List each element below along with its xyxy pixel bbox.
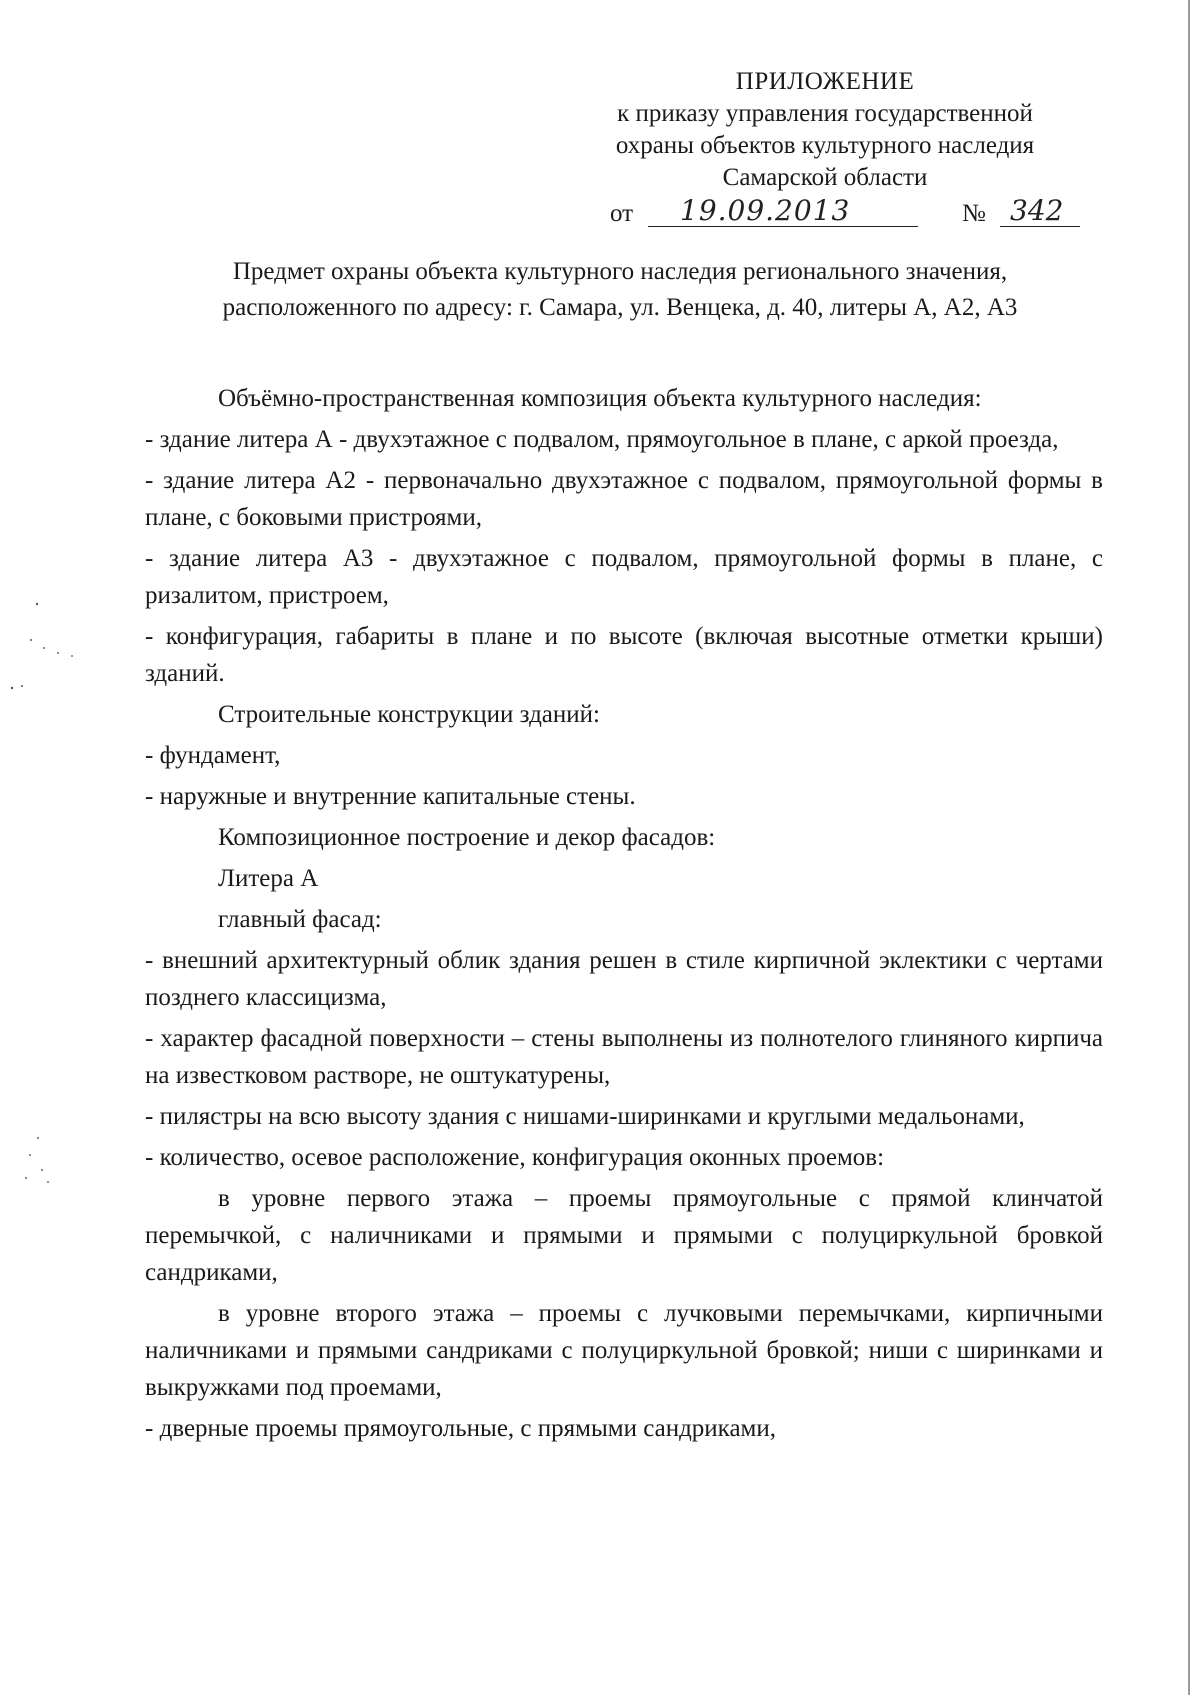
paragraph: - внешний архитектурный облик здания решен в стиле кирпичной эклектики с чертами позднего классицизма, [145,947,1103,1011]
paragraph: - здание литера А - двухэтажное с подвалом, прямоугольное в плане, с аркой проезда, [145,426,1059,453]
paragraph: - здание литера А2 - первоначально двухэтажное с подвалом, прямоугольной формы в плане, с боковыми пристроями, [145,467,1103,531]
annex-header [560,66,1090,194]
paragraph: Строительные конструкции зданий: [218,701,600,728]
annex-line-department: охраны объектов культурного наследия [615,132,1035,159]
order-date-number-line [610,196,1080,236]
document-subject [140,254,1100,326]
paragraph: - здание литера А3 - двухэтажное с подвалом, прямоугольной формы в плане, с ризалитом, пристроем, [145,545,1103,609]
paragraph: Объёмно-пространственная композиция объекта культурного наследия: [218,385,982,412]
paragraph: - дверные проемы прямоугольные, с прямыми сандриками, [145,1415,776,1442]
paragraph: Композиционное построение и декор фасадов: [218,824,716,851]
subject-line-2: расположенного по адресу: г. Самара, ул. Венцека, д. 40, литеры А, А2, А3 [222,294,1018,321]
paragraph: - пилястры на всю высоту здания с нишами-ширинками и круглыми медальонами, [145,1103,1025,1130]
annex-line-order-ref: к приказу управления государственной [617,100,1033,127]
order-number-handwritten: 342 [1010,194,1064,227]
paragraph: - фундамент, [145,742,281,769]
annex-line-region: Самарской области [722,164,928,191]
order-date-prefix: от [610,200,634,227]
paragraph: главный фасад: [218,906,382,933]
scan-specks [0,0,120,1695]
subject-line-1: Предмет охраны объекта культурного наследия регионального значения, [232,258,1008,285]
paragraph: - конфигурация, габариты в плане и по высоте (включая высотные отметки крыши) зданий. [145,623,1103,687]
order-date-handwritten: 19.09.2013 [680,194,851,227]
paragraph: в уровне первого этажа – проемы прямоугольные с прямой клинчатой перемычкой, с наличниками и прямыми и прямыми с полуциркульной бровкой сандриками, [145,1185,1103,1286]
paragraph: Литера А [218,865,319,892]
paragraph: - наружные и внутренние капитальные стены. [145,783,636,810]
order-number-label: № [962,200,986,227]
paragraph: - количество, осевое расположение, конфигурация оконных проемов: [145,1144,885,1171]
paragraph: в уровне второго этажа – проемы с лучковыми перемычками, кирпичными наличниками и прямыми сандриками с полуциркульной бровкой; ниши с ширинками и выкружками под проемами, [145,1300,1103,1401]
page-edge-line [1188,0,1190,1695]
annex-title: ПРИЛОЖЕНИЕ [735,68,915,95]
paragraph: - характер фасадной поверхности – стены выполнены из полнотелого глиняного кирпича на известковом растворе, не оштукатурены, [145,1025,1103,1089]
document-body [145,380,1103,1451]
